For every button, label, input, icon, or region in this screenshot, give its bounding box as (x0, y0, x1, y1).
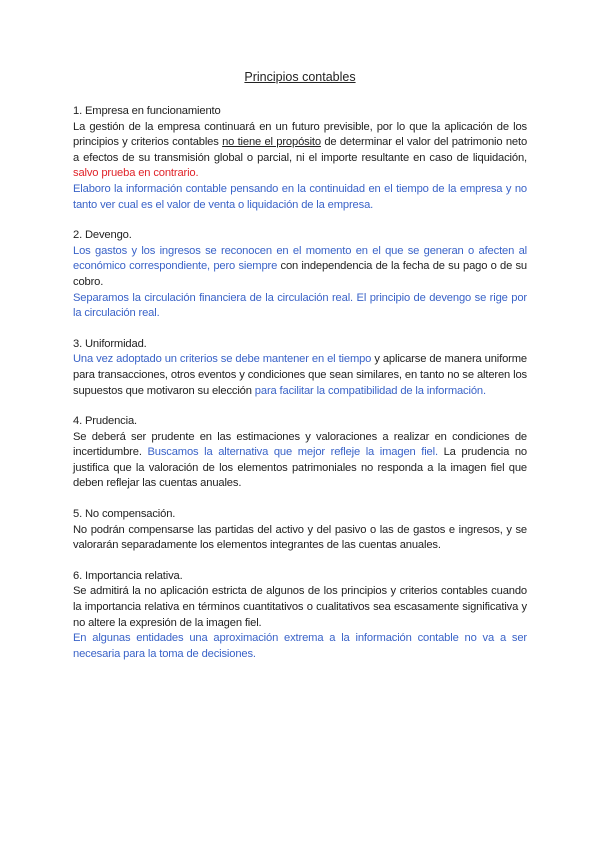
section-heading: 3. Uniformidad. (73, 337, 147, 350)
section-paragraph: No podrán compensarse las partidas del activo y del pasivo o las de gastos e ingresos, y se valorarán separadamente los elementos integrantes de las cuentas anuales. (73, 523, 527, 552)
section-heading: 2. Devengo. (73, 229, 132, 242)
section-heading: 4. Prudencia. (73, 415, 137, 428)
section-paragraph: La gestión de la empresa continuará en un futuro previsible, por lo que la aplicación de los principios y criterios contables no tiene el propósito de determinar el valor del patrimonio neto a efectos de su transmisión global o parcial, ni el importe resultante en caso de liquidación, salvo prueba en contrario. (73, 120, 528, 180)
underlined-phrase: no tiene el propósito (222, 136, 321, 149)
highlight-red: salvo prueba en contrario. (73, 167, 199, 180)
section-importancia-relativa (73, 569, 527, 663)
section-note: Elaboro la información contable pensando en la continuidad en el tiempo de la empresa y no tanto ver cual es el valor de venta o liquidación de la empresa. (73, 182, 527, 211)
section-paragraph: Se deberá ser prudente en las estimaciones y valoraciones a realizar en condiciones de incertidumbre. Buscamos la alternativa que mejor refleje la imagen fiel. La prudencia no justifica que la valoración de los elementos patrimoniales no responda a la imagen fiel que deben reflejar las cuentas anuales. (73, 430, 527, 490)
section-paragraph: Se admitirá la no aplicación estricta de algunos de los principios y criterios contables cuando la importancia relativa en términos cuantitativos o cualitativos sea escasamente significativa y no altere la expresión de la imagen fiel. (73, 585, 527, 629)
section-paragraph: Los gastos y los ingresos se reconocen en el momento en el que se generan o afecten al económico correspondiente, pero siempre con independencia de la fecha de su pago o de su cobro. (73, 244, 527, 288)
highlight-blue: Una vez adoptado un criterios se debe mantener en el tiempo (73, 353, 372, 366)
highlight-blue: para facilitar la compatibilidad de la información. (254, 384, 486, 397)
highlight-blue: Los gastos y los ingresos se reconocen en el momento en el que se generan o afecten al económico correspondiente, pero siempre (73, 244, 527, 273)
section-paragraph: Una vez adoptado un criterios se debe mantener en el tiempo y aplicarse de manera uniforme para transacciones, otros eventos y condiciones que sean similares, en tanto no se alteren los supuestos que motivaron su elección para facilitar la compatibilidad de la información. (73, 353, 527, 397)
highlight-blue: Buscamos la alternativa que mejor refleje la imagen fiel. (147, 446, 438, 459)
section-prudencia (73, 414, 527, 492)
section-heading: 6. Importancia relativa. (73, 569, 183, 582)
section-heading: 1. Empresa en funcionamiento (73, 105, 221, 117)
section-heading: 5. No compensación. (73, 508, 176, 521)
section-note: En algunas entidades una aproximación extrema a la información contable no va a ser necesaria para la toma de decisiones. (73, 632, 527, 660)
section-uniformidad (73, 337, 527, 399)
section-empresa-en-funcionamiento (73, 104, 527, 213)
section-no-compensacion (73, 507, 527, 554)
section-note: Separamos la circulación financiera de la circulación real. El principio de devengo se rige por la circulación real. (73, 291, 527, 320)
page-title: Principios contables (244, 70, 356, 84)
section-devengo (73, 228, 527, 322)
